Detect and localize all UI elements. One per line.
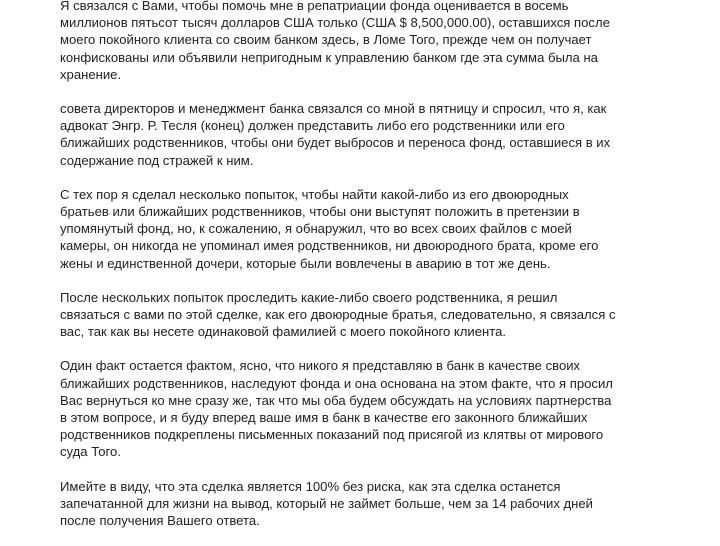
paragraph-1 xyxy=(60,0,668,83)
text-line: жены и единственной дочери, которые были вовлечены в аварию в тот же день. xyxy=(60,255,551,271)
paragraph-2 xyxy=(60,100,668,169)
paragraph-6 xyxy=(60,478,668,530)
paragraph-4 xyxy=(60,289,668,341)
text-line: запечатанной для жизни на вывод, который не займет больше, чем за 14 рабочих дней xyxy=(60,495,593,511)
text-line: адвокат Энгр. Р. Тесля (конец) должен представить либо его родственники или его xyxy=(60,118,565,134)
text-line: миллионов пятьсот тысяч долларов США только (США $ 8,500,000.00), оставшихся после xyxy=(60,15,610,31)
text-line: конфискованы или объявили непригодным к управлению банком где эта сумма была на xyxy=(60,49,598,65)
text-line: братьев или ближайших родственников, чтобы они выступят положить в претензии в xyxy=(60,204,580,220)
text-line: содержание под стражей к ним. xyxy=(60,152,254,168)
text-line: упомянутый фонд, но, к сожалению, я обнаружил, что во всех своих файлов с моей xyxy=(60,221,572,237)
text-line: вас, так как вы несете одинаковой фамилией с моего покойного клиента. xyxy=(60,324,507,340)
text-line: связаться с вами по этой сделке, как его двоюродные братья, следовательно, я связался с xyxy=(60,307,616,323)
text-line: С тех пор я сделал несколько попыток, чтобы найти какой-либо из его двоюродных xyxy=(60,186,569,202)
text-line: после получения Вашего ответа. xyxy=(60,513,260,529)
text-line: совета директоров и менеджмент банка связался со мной в пятницу и спросил, что я, как xyxy=(60,101,607,117)
text-line: Вас вернуться ко мне сразу же, так что мы оба будем обсуждать на условиях партнерства xyxy=(60,392,612,408)
text-line: Я связался с Вами, чтобы помочь мне в репатриации фонда оценивается в восемь xyxy=(60,0,569,13)
text-line: суда Того. xyxy=(60,444,121,460)
text-line: камеры, он никогда не упоминал имея родственников, ни двоюродного брата, кроме его xyxy=(60,238,599,254)
text-line: Имейте в виду, что эта сделка является 100% без риска, как эта сделка останется xyxy=(60,478,561,494)
paragraph-3 xyxy=(60,186,668,272)
text-line: После нескольких попыток проследить какие-либо своего родственника, я решил xyxy=(60,289,558,305)
text-line: хранение. xyxy=(60,66,122,82)
paragraph-5 xyxy=(60,357,668,460)
text-line: родственников подкреплены письменных показаний под присягой из клятвы от мирового xyxy=(60,427,604,443)
text-line: Один факт остается фактом, ясно, что никого я представляю в банк в качестве своих xyxy=(60,358,581,374)
text-line: ближайших родственников, наследуют фонда и она основана на этом факте, что я просил xyxy=(60,375,613,391)
text-line: ближайших родственников, чтобы они будет выбросов и переноса фонд, оставшиеся в их xyxy=(60,135,611,151)
text-line: моего покойного клиента со своим банком здесь, в Ломе Того, прежде чем он получает xyxy=(60,32,592,48)
text-line: в этом вопросе, и я буду вперед ваше имя в банк в качестве его законного ближайших xyxy=(60,410,588,426)
letter-body xyxy=(60,0,668,546)
